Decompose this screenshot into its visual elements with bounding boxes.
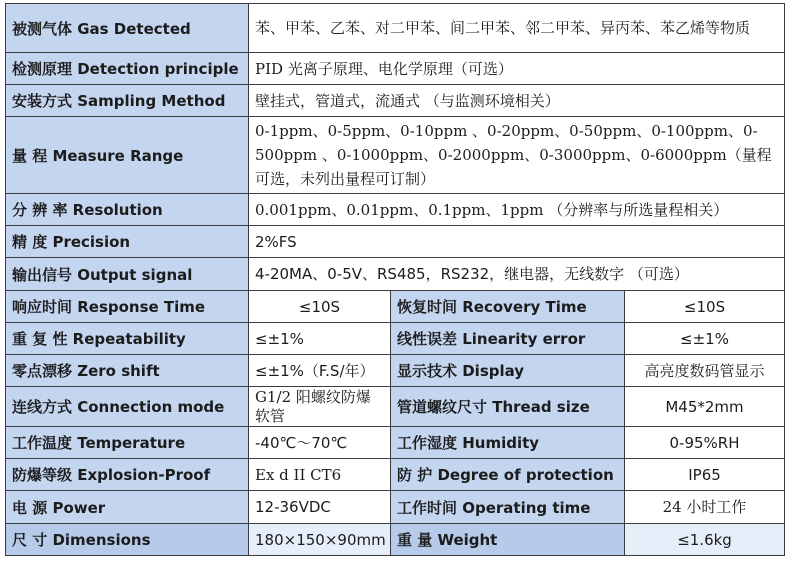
measure-range-label: 量 程 Measure Range [6,117,249,194]
degree-of-protection-label: 防 护 Degree of protection [391,459,625,491]
weight-label: 重 量 Weight [391,524,625,556]
recovery-time-value: ≤10S [625,291,785,323]
dimensions-value: 180×150×90mm [249,524,391,556]
connection-mode-label: 连线方式 Connection mode [6,387,249,427]
row-measure-range [6,117,785,194]
zero-shift-value: ≤±1%（F.S/年） [249,355,391,387]
gas-detected-value: 苯、甲苯、乙苯、对二甲苯、间二甲苯、邻二甲苯、异丙苯、苯乙烯等物质 [249,4,785,53]
row-response-recovery [6,291,785,323]
degree-of-protection-value: IP65 [625,459,785,491]
power-label: 电 源 Power [6,491,249,524]
row-detection-principle [6,53,785,85]
row-output-signal [6,258,785,291]
zero-shift-label: 零点漂移 Zero shift [6,355,249,387]
operating-time-value: 24 小时工作 [625,491,785,524]
output-signal-label: 输出信号 Output signal [6,258,249,291]
row-temperature-humidity [6,427,785,459]
explosion-proof-label: 防爆等级 Explosion-Proof [6,459,249,491]
row-precision [6,226,785,258]
precision-label: 精 度 Precision [6,226,249,258]
thread-size-label: 管道螺纹尺寸 Thread size [391,387,625,427]
gas-detected-label: 被测气体 Gas Detected [6,4,249,53]
row-sampling-method [6,85,785,117]
detection-principle-label: 检测原理 Detection principle [6,53,249,85]
row-repeatability-linearity [6,323,785,355]
response-time-value: ≤10S [249,291,391,323]
sampling-method-label: 安装方式 Sampling Method [6,85,249,117]
explosion-proof-value: Ex d II CT6 [249,459,391,491]
temperature-label: 工作温度 Temperature [6,427,249,459]
repeatability-value: ≤±1% [249,323,391,355]
display-value: 高亮度数码管显示 [625,355,785,387]
connection-mode-value: G1/2 阳螺纹防爆软管 [249,387,391,427]
power-value: 12-36VDC [249,491,391,524]
linearity-error-label: 线性误差 Linearity error [391,323,625,355]
output-signal-value: 4-20MA、0-5V、RS485，RS232，继电器，无线数字 （可选） [249,258,785,291]
detection-principle-value: PID 光离子原理、电化学原理（可选） [249,53,785,85]
resolution-label: 分 辨 率 Resolution [6,194,249,226]
resolution-value: 0.001ppm、0.01ppm、0.1ppm、1ppm （分辨率与所选量程相关） [249,194,785,226]
sampling-method-value: 壁挂式，管道式，流通式 （与监测环境相关） [249,85,785,117]
weight-value: ≤1.6kg [625,524,785,556]
response-time-label: 响应时间 Response Time [6,291,249,323]
row-zero-shift-display [6,355,785,387]
row-power-operating-time [6,491,785,524]
measure-range-value: 0-1ppm、0-5ppm、0-10ppm 、0-20ppm、0-50ppm、0-100ppm、0-500ppm 、0-1000ppm、0-2000ppm、0-3000ppm、0-6000ppm（量程可选，未列出量程可订制） [249,117,785,194]
thread-size-value: M45*2mm [625,387,785,427]
operating-time-label: 工作时间 Operating time [391,491,625,524]
precision-value: 2%FS [249,226,785,258]
recovery-time-label: 恢复时间 Recovery Time [391,291,625,323]
row-resolution [6,194,785,226]
repeatability-label: 重 复 性 Repeatability [6,323,249,355]
row-dimensions-weight [6,524,785,556]
linearity-error-value: ≤±1% [625,323,785,355]
row-connection-thread [6,387,785,427]
dimensions-label: 尺 寸 Dimensions [6,524,249,556]
humidity-label: 工作湿度 Humidity [391,427,625,459]
row-gas-detected [6,4,785,53]
spec-table [5,3,785,556]
display-label: 显示技术 Display [391,355,625,387]
temperature-value: -40℃～70℃ [249,427,391,459]
row-explosion-protection [6,459,785,491]
humidity-value: 0-95%RH [625,427,785,459]
